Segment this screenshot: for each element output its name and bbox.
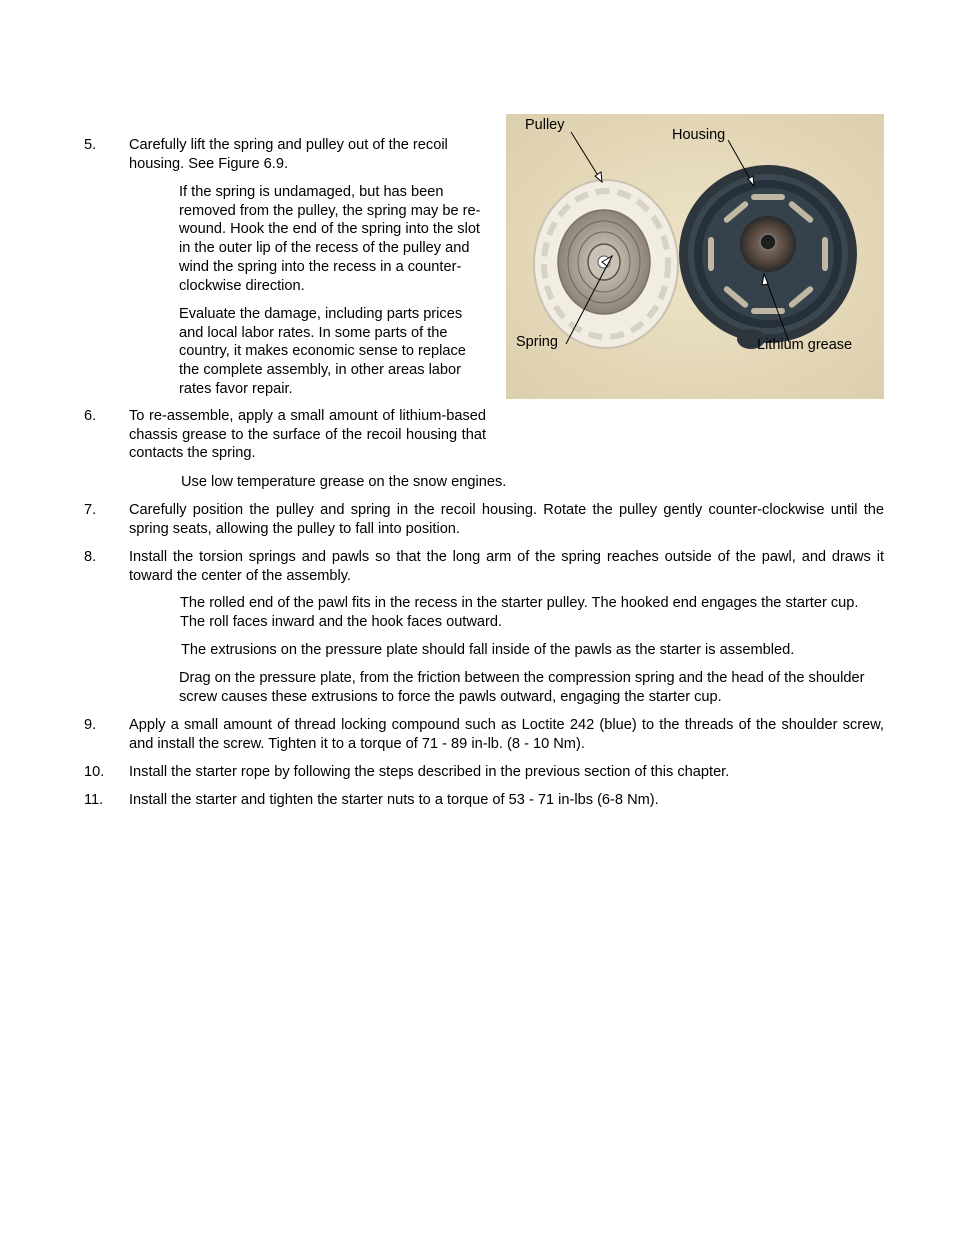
step-number: 11. — [84, 792, 104, 808]
step-number: 8. — [84, 549, 97, 565]
step-number: 5. — [84, 137, 97, 153]
step-text: Carefully position the pulley and spring in the recoil housing. Rotate the pulley gently counter-clockwise until the spring seats, allowing the pulley to fall into position. — [129, 502, 884, 537]
note-text: Evaluate the damage, including parts prices and local labor rates. In some parts of the country, it makes economic sense to replace the complete assembly, in other areas labor rates favor repair. — [179, 306, 466, 397]
step-number: 10. — [84, 764, 105, 780]
recoil-starter-illustration — [506, 114, 884, 399]
note-text: Drag on the pressure plate, from the friction between the compression spring and the head of the shoulder screw causes these extrusions to force the pawls outward, engaging the starter cup. — [179, 670, 865, 705]
label-lithium-grease: Lithium grease — [757, 337, 853, 353]
step-number: 9. — [84, 717, 97, 733]
step-text: Install the starter rope by following the steps described in the previous section of this chapter. — [129, 764, 730, 780]
note-text: If the spring is undamaged, but has been removed from the pulley, the spring may be re-wound. Hook the end of the spring into the slot in the outer lip of the recess of the pulley and wind the spring into the recess in a counter-clockwise direction. — [179, 184, 481, 294]
step-number: 6. — [84, 408, 97, 424]
label-housing: Housing — [672, 127, 726, 143]
step-text: Install the starter and tighten the starter nuts to a torque of 53 - 71 in-lbs (6-8 Nm). — [129, 792, 659, 808]
step-number: 7. — [84, 502, 97, 518]
step-text: Apply a small amount of thread locking compound such as Loctite 242 (blue) to the threads of the shoulder screw, and install the screw. Tighten it to a torque of 71 - 89 in-lb. (8 - 10 Nm). — [129, 717, 884, 752]
figure-photo — [506, 114, 884, 399]
label-spring: Spring — [516, 334, 558, 350]
label-pulley: Pulley — [525, 117, 565, 133]
step-text: Carefully lift the spring and pulley out of the recoil housing. See Figure 6.9. — [129, 137, 448, 172]
step-text: To re-assemble, apply a small amount of lithium-based chassis grease to the surface of the recoil housing that contacts the spring. — [129, 408, 486, 462]
step-text: Install the torsion springs and pawls so that the long arm of the spring reaches outside of the pawl, and draws it toward the center of the assembly. — [129, 549, 884, 584]
note-text: The extrusions on the pressure plate should fall inside of the pawls as the starter is assembled. — [181, 642, 795, 658]
note-text: The rolled end of the pawl fits in the recess in the starter pulley. The hooked end engages the starter cup. The roll faces inward and the hook faces outward. — [180, 595, 859, 630]
note-text: Use low temperature grease on the snow engines. — [181, 474, 507, 490]
